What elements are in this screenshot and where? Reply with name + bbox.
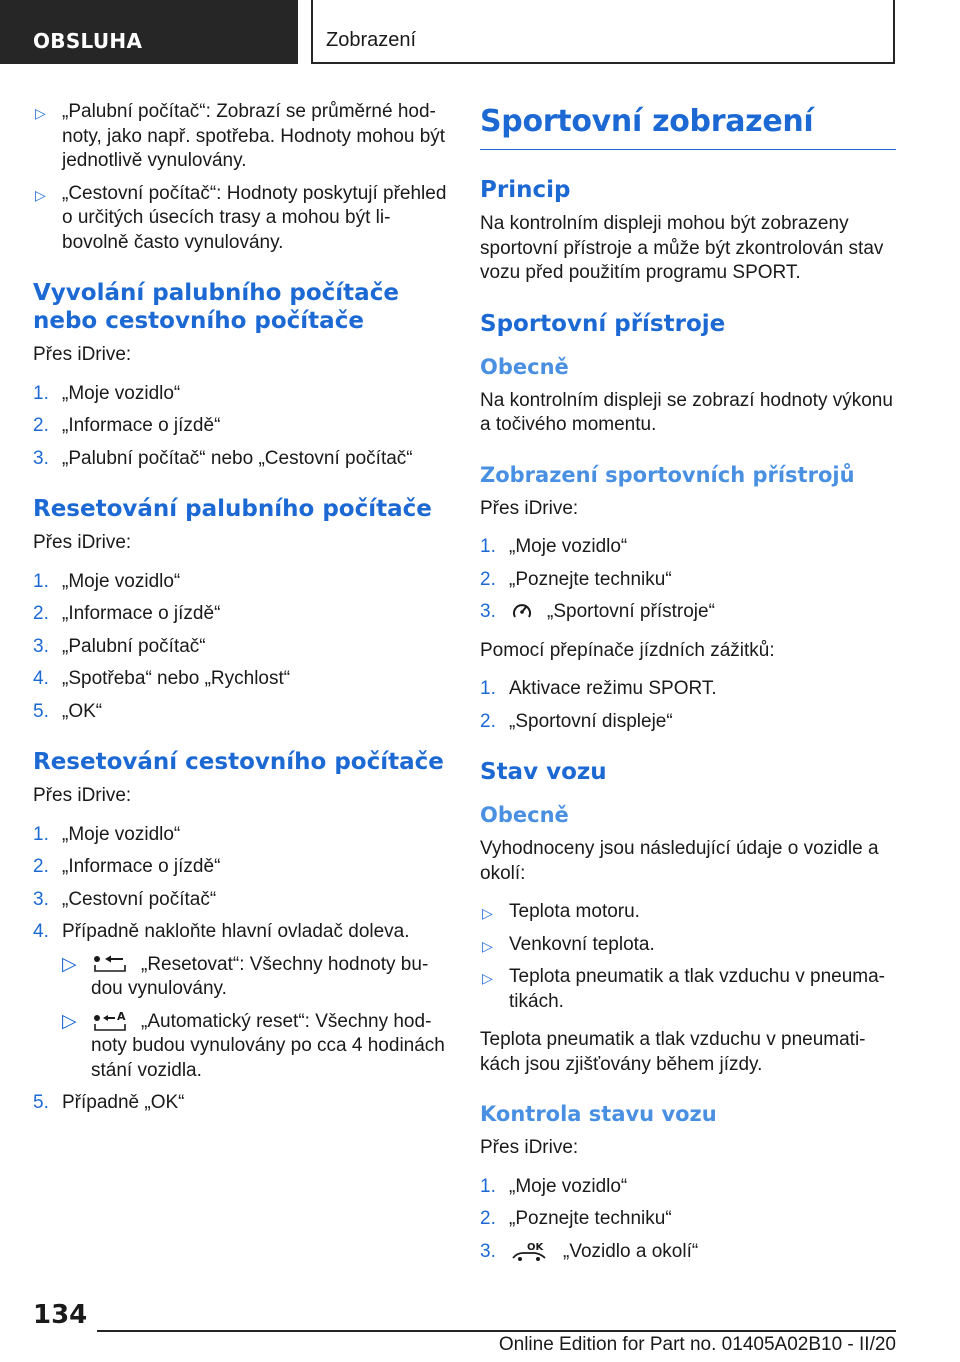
list-item: ▷ „Resetovat“: Všechny hodnoty budou vynulovány.: [62, 953, 429, 999]
section-heading: Resetování palubního počítače: [33, 496, 432, 522]
subsection-heading: Zobrazení sportovních přístrojů: [480, 462, 855, 487]
list-item: 3. „Palubní počítač“: [33, 635, 206, 657]
page-number: 134: [33, 1300, 88, 1330]
header-section-tab: [0, 0, 298, 64]
list-item: ▷ „Cestovní počítač“: Hodnoty poskytují přehled o určitých úsecích trasy a mohou být libovolně často vynulovány.: [35, 182, 447, 253]
right-column: [480, 100, 896, 1278]
section-heading: Stav vozu: [480, 759, 607, 785]
list-item: 1. „Moje vozidlo“: [480, 536, 628, 557]
list-item: ▷ Teplota pneumatik a tlak vzduchu v pneumatikách.: [482, 966, 885, 1012]
section-heading: Sportovní přístroje: [480, 310, 726, 337]
list-item: 3. „Cestovní počítač“: [33, 888, 217, 910]
header-section-label: OBSLUHA: [33, 29, 143, 53]
paragraph: Na kontrolním displeji se zobrazí hodnoty výkonu a točivého momentu.: [480, 389, 893, 435]
section-heading: Princip: [480, 177, 571, 203]
via-text: Přes iDrive:: [480, 497, 579, 519]
reset-icon: [93, 954, 127, 974]
steps-list: [480, 1175, 896, 1265]
list-item: 2. „Poznejte techniku“: [480, 1208, 672, 1229]
via-text: Přes iDrive:: [33, 785, 132, 806]
list-item: 2. „Informace o jízdě“: [33, 415, 221, 436]
gauge-icon: [511, 601, 533, 623]
triangle-bullet-icon: ▷: [35, 186, 46, 203]
subsection-heading: Obecně: [480, 354, 569, 379]
via-text: Přes iDrive:: [33, 344, 132, 365]
footer-divider: [97, 1330, 896, 1332]
paragraph: Vyhodnoceny jsou následující údaje o vozidle a okolí:: [480, 838, 879, 884]
via-text: Přes iDrive:: [33, 532, 132, 553]
triangle-bullet-icon: ▷: [482, 970, 493, 986]
header-chapter-label: Zobrazení: [326, 29, 417, 51]
left-column: [33, 100, 448, 1130]
svg-text:A: A: [117, 1010, 126, 1024]
list-item: 5. „OK“: [33, 700, 103, 722]
steps-list: [33, 823, 448, 1116]
steps-list: [33, 570, 448, 725]
paragraph: Na kontrolním displeji mohou být zobrazeny sportovní přístroje a může být zkontrolován stav vozu před použitím programu SPORT.: [480, 213, 884, 283]
list-item: 2. „Informace o jízdě“: [33, 856, 221, 877]
list-item: 4. Případně nakloňte hlavní ovladač doleva. ▷ „Resetovat“: Všechny hodnoty budou vynulovány. ▷ A „Automatický reset“: Všechny hodnoty budou vynulovány po cca 4 hodinách stání vozidla.: [33, 920, 448, 1083]
via-text: Přes iDrive:: [480, 1137, 579, 1158]
triangle-bullet-icon: ▷: [62, 1010, 77, 1032]
list-item: 4. „Spotřeba“ nebo „Rychlost“: [33, 668, 291, 689]
list-item: 1. „Moje vozidlo“: [33, 382, 181, 404]
triangle-bullet-icon: ▷: [62, 953, 77, 975]
subsection-heading: Obecně: [480, 803, 569, 827]
triangle-bullet-icon: ▷: [482, 937, 493, 954]
list-item: 3. „Sportovní přístroje“: [480, 601, 715, 622]
section-heading: Vyvolání palubního počítače nebo cestovního počítače: [33, 280, 399, 334]
steps-list: [480, 677, 896, 734]
list-item: 3. „Palubní počítač“ nebo „Cestovní počítač“: [33, 447, 413, 469]
list-item: 2. „Sportovní displeje“: [480, 710, 673, 732]
vehicle-status-icon: [511, 1240, 549, 1262]
triangle-bullet-icon: ▷: [482, 905, 493, 921]
sub-bullet-list: [62, 953, 448, 1084]
svg-text:OK: OK: [527, 1242, 544, 1254]
list-item: 2. „Informace o jízdě“: [33, 603, 221, 624]
list-item: ▷ Venkovní teplota.: [480, 933, 896, 958]
subsection-heading: Kontrola stavu vozu: [480, 1102, 717, 1126]
footer-edition: Online Edition for Part no. 01405A02B10 - II/20: [498, 1334, 896, 1355]
intro-bullet-list: [33, 100, 448, 255]
triangle-bullet-icon: ▷: [35, 105, 46, 121]
list-item: 1. „Moje vozidlo“: [33, 570, 181, 592]
list-item: 1. Aktivace režimu SPORT.: [480, 678, 717, 699]
paragraph: Pomocí přepínače jízdních zážitků:: [480, 639, 775, 661]
header-chapter-tab: [311, 0, 895, 64]
list-item: 3. OK „Vozidlo a okolí“: [480, 1240, 699, 1262]
list-item: ▷ Teplota motoru.: [480, 900, 896, 925]
steps-list: [480, 535, 896, 625]
automatic-reset-icon: [93, 1010, 127, 1032]
list-item: 5. Případně „OK“: [33, 1092, 185, 1113]
bullet-list: [480, 900, 896, 1014]
section-heading: Resetování cestovního počítače: [33, 749, 444, 775]
list-item: 2. „Poznejte techniku“: [480, 568, 672, 590]
page-title: Sportovní zobrazení: [480, 104, 896, 150]
paragraph: Teplota pneumatik a tlak vzduchu v pneumatikách jsou zjišťovány během jízdy.: [480, 1029, 866, 1075]
list-item: ▷ A „Automatický reset“: Všechny hodnoty budou vynulovány po cca 4 hodinách stání vozidla.: [62, 1010, 445, 1081]
steps-list: [33, 382, 448, 472]
list-item: ▷ „Palubní počítač“: Zobrazí se průměrné hodnoty, jako např. spotřeba. Hodnoty mohou být jednotlivě vynulovány.: [35, 101, 446, 171]
list-item: 1. „Moje vozidlo“: [33, 823, 181, 845]
list-item: 1. „Moje vozidlo“: [480, 1175, 628, 1197]
